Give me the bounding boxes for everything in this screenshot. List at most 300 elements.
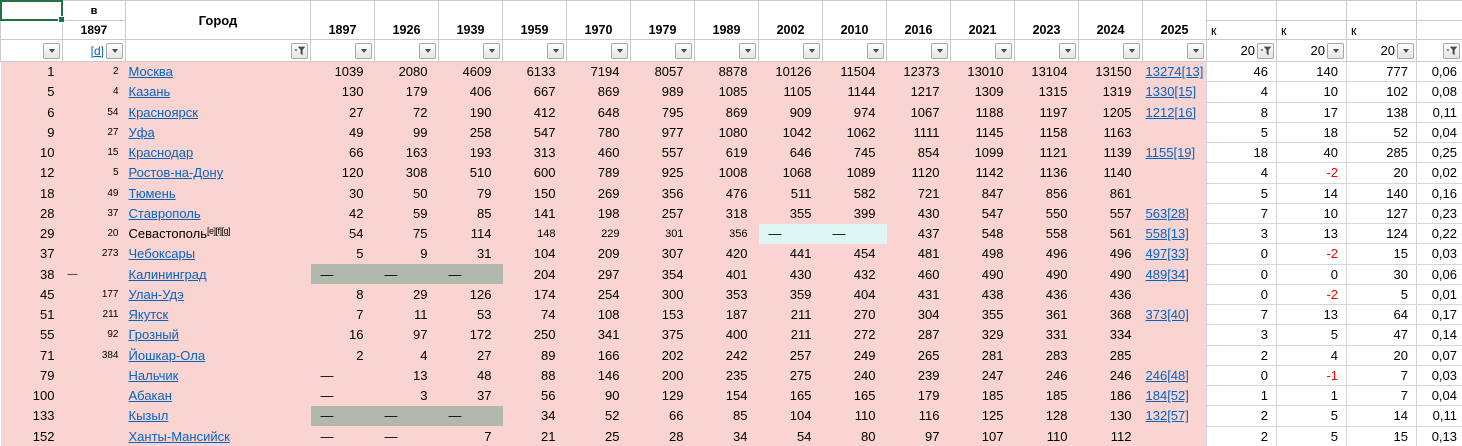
year-column-header-2002: 2002: [759, 1, 823, 40]
k-value-cell: 8: [1207, 102, 1277, 122]
population-cell: 974: [823, 102, 887, 122]
population-cell: 165: [823, 386, 887, 406]
population-cell: 582: [823, 183, 887, 203]
population-cell: [1143, 102, 1207, 122]
population-cell: 287: [887, 325, 951, 345]
population-cell: 490: [1079, 264, 1143, 284]
secondary-rank-cell: —: [63, 264, 126, 284]
population-cell: 112: [1079, 426, 1143, 446]
population-cell: 861: [1079, 183, 1143, 203]
population-cell: 235: [695, 365, 759, 385]
population-cell: 2080: [375, 62, 439, 82]
population-cell: 355: [759, 203, 823, 223]
k-value-cell: 102: [1347, 82, 1417, 102]
population-cell: 557: [631, 143, 695, 163]
population-cell: 42: [311, 203, 375, 223]
population-cell: 977: [631, 122, 695, 142]
population-cell: 10126: [759, 62, 823, 82]
year-filter-cell-2025: [1143, 40, 1207, 62]
table-row: [1, 264, 1462, 284]
k-value-cell: 1: [1277, 386, 1347, 406]
population-cell: 48: [439, 365, 503, 385]
k-value-cell: 0,13: [1417, 426, 1462, 446]
city-cell: [126, 143, 311, 163]
secondary-rank-cell: 49: [63, 183, 126, 203]
year-column-header-1989: 1989: [695, 1, 759, 40]
population-cell: 125: [951, 406, 1015, 426]
secondary-rank-cell: 27: [63, 122, 126, 142]
population-cell: 281: [951, 345, 1015, 365]
k-value-cell: 2: [1207, 345, 1277, 365]
population-cell: 331: [1015, 325, 1079, 345]
k-value-cell: 0,06: [1417, 62, 1462, 82]
population-cell: [1143, 244, 1207, 264]
population-cell: 174: [503, 284, 567, 304]
selected-cell[interactable]: [1, 1, 63, 21]
city-cell: [126, 426, 311, 446]
population-cell: —: [375, 264, 439, 284]
population-cell: 721: [887, 183, 951, 203]
rank-cell: 6: [1, 102, 63, 122]
secondary-rank-cell: 4: [63, 82, 126, 102]
population-cell: 490: [951, 264, 1015, 284]
filter-funnel-button[interactable]: [1257, 43, 1274, 59]
population-cell: 1163: [1079, 122, 1143, 142]
population-cell: 270: [823, 305, 887, 325]
population-cell: 85: [695, 406, 759, 426]
population-cell: 1039: [311, 62, 375, 82]
year-filter-cell-1926: [375, 40, 439, 62]
secondary-rank-cell: 92: [63, 325, 126, 345]
city-cell: [126, 82, 311, 102]
population-cell: 66: [631, 406, 695, 426]
population-cell: [1143, 325, 1207, 345]
city-link[interactable]: Абакан: [128, 388, 172, 404]
rank-cell: 10: [1, 143, 63, 163]
population-cell: 404: [823, 284, 887, 304]
population-cell: 1068: [759, 163, 823, 183]
year-filter-cell-2016: [887, 40, 951, 62]
city-cell: [126, 224, 311, 244]
rank-cell: 100: [1, 386, 63, 406]
population-cell: 356: [631, 183, 695, 203]
population-cell: 4: [375, 345, 439, 365]
population-link[interactable]: 1330[15]: [1145, 84, 1197, 100]
population-cell: 406: [439, 82, 503, 102]
filter-dropdown-button[interactable]: [1187, 43, 1204, 59]
population-cell: 412: [503, 102, 567, 122]
negative-value: -2: [1326, 246, 1338, 262]
city-link[interactable]: Чебоксары: [128, 246, 196, 262]
filter-dropdown-button[interactable]: [419, 43, 436, 59]
population-cell: 1144: [823, 82, 887, 102]
population-cell: 1121: [1015, 143, 1079, 163]
population-link[interactable]: 1155[19]: [1145, 145, 1196, 161]
rank-cell: 9: [1, 122, 63, 142]
population-cell: 154: [695, 386, 759, 406]
city-link[interactable]: Краснодар: [128, 145, 194, 161]
filter-dropdown-button[interactable]: [1123, 43, 1140, 59]
population-cell: 558: [1015, 224, 1079, 244]
population-cell: 13104: [1015, 62, 1079, 82]
k-value-cell: [1277, 284, 1347, 304]
secondary-rank-cell: 384: [63, 345, 126, 365]
population-cell: 88: [503, 365, 567, 385]
population-cell: 190: [439, 102, 503, 122]
table-row: [1, 163, 1462, 183]
filter-dropdown-button[interactable]: [931, 43, 948, 59]
population-cell: 85: [439, 203, 503, 223]
population-cell: 2: [311, 345, 375, 365]
secondary-rank-cell: 37: [63, 203, 126, 223]
population-cell: 648: [567, 102, 631, 122]
population-cell: 510: [439, 163, 503, 183]
population-cell: 27: [439, 345, 503, 365]
filter-dropdown-button[interactable]: [547, 43, 564, 59]
k-value-cell: 138: [1347, 102, 1417, 122]
city-link[interactable]: Калининград: [128, 266, 207, 282]
city-link[interactable]: Йошкар-Ола: [128, 347, 206, 363]
year-column-header-1970: 1970: [567, 1, 631, 40]
k-value-cell: 4: [1207, 163, 1277, 183]
population-cell: [1143, 224, 1207, 244]
city-link[interactable]: Кызыл: [128, 408, 169, 424]
population-cell: 8: [311, 284, 375, 304]
population-cell: 1319: [1079, 82, 1143, 102]
population-cell: 1309: [951, 82, 1015, 102]
k-value-cell: 140: [1347, 183, 1417, 203]
population-link[interactable]: 558[13]: [1145, 226, 1189, 242]
population-cell: 375: [631, 325, 695, 345]
city-link[interactable]: Улан-Удэ: [128, 286, 184, 302]
population-link[interactable]: 1212[16]: [1145, 104, 1197, 120]
secondary-rank-cell: 211: [63, 305, 126, 325]
secondary-rank-cell: [63, 426, 126, 446]
population-cell: [1143, 62, 1207, 82]
population-cell: 431: [887, 284, 951, 304]
population-cell: 37: [439, 386, 503, 406]
k-value-cell: 5: [1277, 426, 1347, 446]
k-value-cell: 0,22: [1417, 224, 1462, 244]
population-cell: 187: [695, 305, 759, 325]
chevron-down-icon: [112, 49, 118, 53]
city-cell: [126, 406, 311, 426]
population-cell: 441: [759, 244, 823, 264]
filter-dropdown-button[interactable]: [611, 43, 628, 59]
population-cell: 313: [503, 143, 567, 163]
population-cell: 329: [951, 325, 1015, 345]
rank-filter-cell: [1, 40, 63, 62]
population-cell: 128: [1015, 406, 1079, 426]
rank-cell: 37: [1, 244, 63, 264]
population-cell: 116: [887, 406, 951, 426]
k-value-cell: 0,11: [1417, 406, 1462, 426]
funnel-icon: [1260, 46, 1272, 56]
population-cell: 285: [1079, 345, 1143, 365]
k-value-cell: 2: [1207, 406, 1277, 426]
population-cell: 25: [567, 426, 631, 446]
population-cell: [1143, 305, 1207, 325]
table-row: [1, 203, 1462, 223]
population-link[interactable]: 563[28]: [1145, 205, 1189, 221]
secondary-rank-cell: [63, 406, 126, 426]
population-cell: 547: [951, 203, 1015, 223]
k-value-cell: 777: [1347, 62, 1417, 82]
population-cell: 353: [695, 284, 759, 304]
population-cell: 856: [1015, 183, 1079, 203]
population-cell: 209: [567, 244, 631, 264]
rank-cell: 152: [1, 426, 63, 446]
population-cell: [1143, 426, 1207, 446]
population-cell: 239: [887, 365, 951, 385]
population-cell: 249: [823, 345, 887, 365]
population-cell: 50: [375, 183, 439, 203]
population-cell: 202: [631, 345, 695, 365]
population-cell: 308: [375, 163, 439, 183]
year-column-header-2023: 2023: [1015, 1, 1079, 40]
population-cell: [1143, 143, 1207, 163]
population-cell: 129: [631, 386, 695, 406]
secondary-rank-cell: 5: [63, 163, 126, 183]
k-value-cell: 0,11: [1417, 102, 1462, 122]
k-value-cell: 13: [1277, 224, 1347, 244]
filter-dropdown-button[interactable]: [739, 43, 756, 59]
city-cell: [126, 62, 311, 82]
population-cell: 400: [695, 325, 759, 345]
population-cell: 1158: [1015, 122, 1079, 142]
filter-dropdown-button[interactable]: [43, 43, 60, 59]
k-value-cell: 7: [1207, 305, 1277, 325]
population-cell: —: [311, 386, 375, 406]
year-column-header-1926: 1926: [375, 1, 439, 40]
k-value-cell: 0,25: [1417, 143, 1462, 163]
city-cell: [126, 102, 311, 122]
population-cell: 153: [631, 305, 695, 325]
k-value-cell: 124: [1347, 224, 1417, 244]
negative-value: -1: [1326, 367, 1338, 383]
population-cell: 186: [1079, 386, 1143, 406]
filter-dropdown-button[interactable]: [995, 43, 1012, 59]
secondary-rank-cell: 273: [63, 244, 126, 264]
k-value-cell: 0,04: [1417, 386, 1462, 406]
rank-cell: 12: [1, 163, 63, 183]
city-link[interactable]: Якутск: [128, 307, 169, 323]
city-link[interactable]: Грозный: [128, 327, 179, 343]
population-cell: 436: [1079, 284, 1143, 304]
city-cell: [126, 345, 311, 365]
population-cell: 789: [567, 163, 631, 183]
population-cell: 204: [503, 264, 567, 284]
population-cell: 272: [823, 325, 887, 345]
city-cell: [126, 163, 311, 183]
population-cell: 490: [1015, 264, 1079, 284]
k-value-cell: 52: [1347, 122, 1417, 142]
population-cell: 1080: [695, 122, 759, 142]
k-value-cell: 0: [1207, 284, 1277, 304]
city-link[interactable]: Казань: [128, 84, 171, 100]
year-filter-cell-1979: [631, 40, 695, 62]
filter-dropdown-button[interactable]: [1397, 43, 1414, 59]
population-cell: 780: [567, 122, 631, 142]
population-cell: 13: [375, 365, 439, 385]
chevron-down-icon: [617, 49, 623, 53]
population-cell: 54: [311, 224, 375, 244]
k-value-cell: [1277, 365, 1347, 385]
population-link[interactable]: 184[52]: [1145, 388, 1189, 404]
population-cell: 165: [759, 386, 823, 406]
year-filter-cell-2023: [1015, 40, 1079, 62]
k-value-cell: 0: [1207, 365, 1277, 385]
filter-dropdown-button[interactable]: [483, 43, 500, 59]
city-link[interactable]: Москва: [128, 64, 173, 80]
population-cell: 869: [695, 102, 759, 122]
population-cell: 550: [1015, 203, 1079, 223]
population-cell: 334: [1079, 325, 1143, 345]
secondary-rank-cell: [63, 386, 126, 406]
population-cell: 1120: [887, 163, 951, 183]
filter-dropdown-button[interactable]: [803, 43, 820, 59]
population-cell: [1143, 386, 1207, 406]
k-column-header: к: [1207, 21, 1277, 40]
population-link[interactable]: 489[34]: [1145, 266, 1189, 282]
population-cell: 430: [887, 203, 951, 223]
filter-row: [1, 40, 1462, 62]
population-cell: 104: [759, 406, 823, 426]
filter-dropdown-button[interactable]: [675, 43, 692, 59]
population-cell: 496: [1079, 244, 1143, 264]
city-link[interactable]: Ростов-на-Дону: [128, 165, 224, 181]
k-column-header: к: [1347, 21, 1417, 40]
population-cell: 300: [631, 284, 695, 304]
table-row: [1, 244, 1462, 264]
population-cell: 359: [759, 284, 823, 304]
k-column-header: к: [1277, 21, 1347, 40]
chevron-down-icon: [489, 49, 495, 53]
k-value-cell: 46: [1207, 62, 1277, 82]
population-cell: [1143, 365, 1207, 385]
k-value-cell: 127: [1347, 203, 1417, 223]
city-link[interactable]: Красноярск: [128, 104, 198, 120]
population-cell: 79: [439, 183, 503, 203]
filter-funnel-button[interactable]: [1443, 43, 1460, 59]
year-filter-cell-1959: [503, 40, 567, 62]
population-cell: 283: [1015, 345, 1079, 365]
year-filter-cell-1970: [567, 40, 631, 62]
population-cell: 1217: [887, 82, 951, 102]
population-cell: [1143, 345, 1207, 365]
city-column-header: Город: [126, 1, 311, 40]
population-cell: 265: [887, 345, 951, 365]
population-cell: 108: [567, 305, 631, 325]
population-link[interactable]: 373[40]: [1145, 307, 1189, 323]
k-value-cell: [1277, 244, 1347, 264]
population-cell: 172: [439, 325, 503, 345]
city-link[interactable]: Тюмень: [128, 185, 176, 201]
k-value-cell: 20: [1347, 163, 1417, 183]
k-value-cell: 0,16: [1417, 183, 1462, 203]
k-value-cell: 0: [1207, 264, 1277, 284]
city-link[interactable]: Ставрополь: [128, 205, 201, 221]
population-cell: 454: [823, 244, 887, 264]
filter-dropdown-button[interactable]: [355, 43, 372, 59]
population-cell: [1143, 82, 1207, 102]
k-value-cell: 47: [1347, 325, 1417, 345]
chevron-down-icon: [1129, 49, 1135, 53]
population-link[interactable]: 13274[13]: [1145, 64, 1204, 80]
population-cell: 52: [567, 406, 631, 426]
k-value-cell: 30: [1347, 264, 1417, 284]
population-cell: 21: [503, 426, 567, 446]
population-cell: 53: [439, 305, 503, 325]
city-link[interactable]: Нальчик: [128, 367, 179, 383]
k-value-cell: 17: [1277, 102, 1347, 122]
k-value-cell: 40: [1277, 143, 1347, 163]
population-cell: —: [439, 264, 503, 284]
city-footnote-marks: [e][f][g]: [207, 226, 231, 237]
filter-dropdown-button[interactable]: [106, 43, 123, 59]
filter-dropdown-button[interactable]: [1059, 43, 1076, 59]
population-cell: 59: [375, 203, 439, 223]
filter-dropdown-button[interactable]: [867, 43, 884, 59]
population-cell: 163: [375, 143, 439, 163]
population-cell: 646: [759, 143, 823, 163]
population-cell: 49: [311, 122, 375, 142]
k-value-cell: 15: [1347, 244, 1417, 264]
population-cell: 460: [887, 264, 951, 284]
city-link[interactable]: Уфа: [128, 124, 155, 140]
population-cell: 5: [311, 244, 375, 264]
population-cell: 27: [311, 102, 375, 122]
population-cell: 1042: [759, 122, 823, 142]
population-cell: 619: [695, 143, 759, 163]
population-cell: 146: [567, 365, 631, 385]
population-link[interactable]: 497[33]: [1145, 246, 1189, 262]
k-value-cell: 0,03: [1417, 365, 1462, 385]
population-cell: 11504: [823, 62, 887, 82]
year-column-header-2025: 2025: [1143, 1, 1207, 40]
table-row: [1, 406, 1462, 426]
population-link[interactable]: 132[57]: [1145, 408, 1189, 424]
footnote-d-link[interactable]: [d]: [90, 43, 104, 58]
rank-cell: 18: [1, 183, 63, 203]
chevron-down-icon: [873, 49, 879, 53]
k-value-cell: 0: [1207, 244, 1277, 264]
k-value-cell: 5: [1277, 325, 1347, 345]
chevron-down-icon: [1403, 49, 1409, 53]
population-link[interactable]: 246[48]: [1145, 367, 1189, 383]
table-row: [1, 345, 1462, 365]
secondary-rank-cell: 2: [63, 62, 126, 82]
city-link[interactable]: Ханты-Мансийск: [128, 428, 230, 444]
population-cell: [1143, 284, 1207, 304]
population-cell: 229: [567, 224, 631, 244]
population-cell: 56: [503, 386, 567, 406]
population-cell: 1205: [1079, 102, 1143, 122]
population-cell: 297: [567, 264, 631, 284]
k-value-cell: 7: [1347, 365, 1417, 385]
filter-funnel-button[interactable]: [291, 43, 308, 59]
population-cell: 198: [567, 203, 631, 223]
city-filter-cell: [126, 40, 311, 62]
city-cell: [126, 122, 311, 142]
population-cell: 909: [759, 102, 823, 122]
chevron-down-icon: [937, 49, 943, 53]
population-cell: —: [375, 426, 439, 446]
population-cell: 13010: [951, 62, 1015, 82]
population-cell: 1197: [1015, 102, 1079, 122]
filter-dropdown-button[interactable]: [1327, 43, 1344, 59]
population-cell: 3: [375, 386, 439, 406]
